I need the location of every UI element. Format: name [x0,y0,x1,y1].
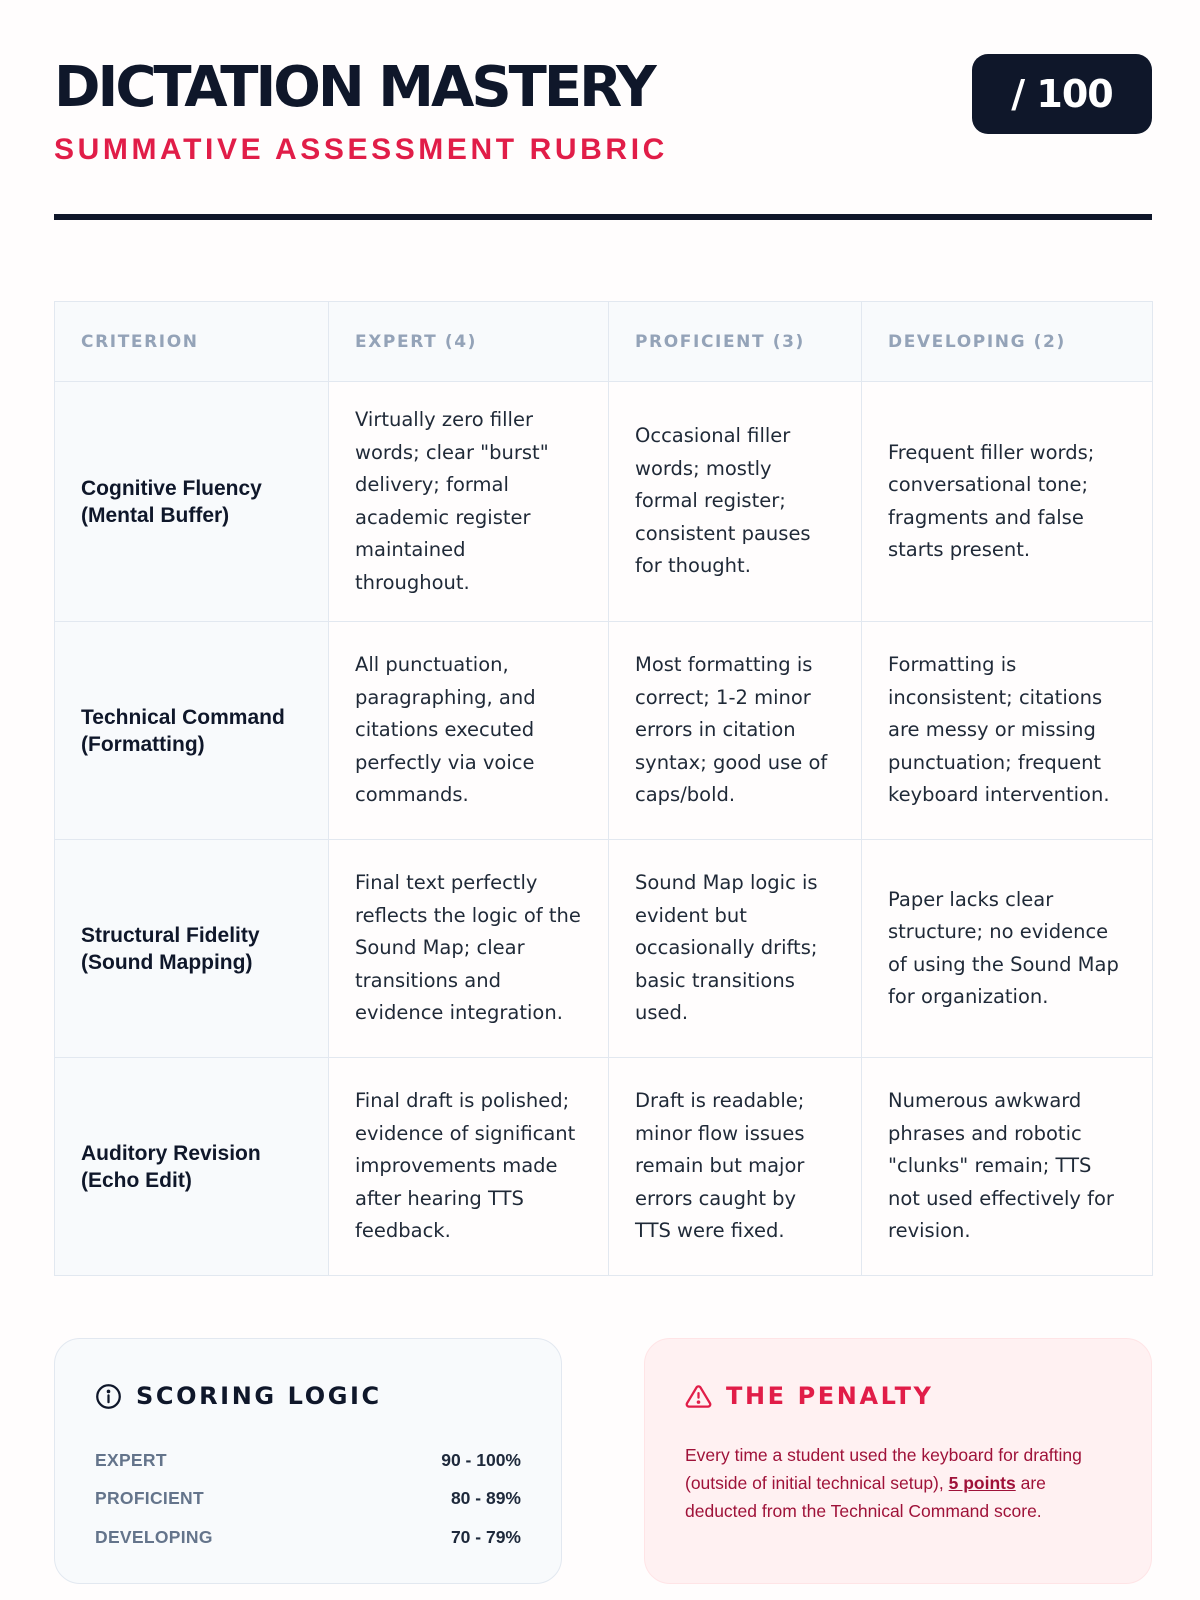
column-header-criterion: CRITERION [55,302,329,382]
page-title: DICTATION MASTERY [54,55,654,120]
page-subtitle: SUMMATIVE ASSESSMENT RUBRIC [54,133,668,166]
expert-descriptor: All punctuation, paragraphing, and citations executed perfectly via voice commands. [329,622,609,840]
column-header-developing: DEVELOPING (2) [862,302,1153,382]
list-item [95,1518,521,1557]
expert-descriptor: Final draft is polished; evidence of significant improvements made after hearing TTS feedback. [329,1058,609,1276]
developing-descriptor: Formatting is inconsistent; citations are messy or missing punctuation; frequent keyboard intervention. [862,622,1153,840]
criterion-cell [55,1058,329,1276]
rubric-header-row [55,302,1153,382]
warning-triangle-icon [685,1383,712,1410]
penalty-points: 5 points [948,1473,1016,1493]
developing-descriptor: Numerous awkward phrases and robotic "clunks" remain; TTS not used effectively for revision. [862,1058,1153,1276]
criterion-name: Technical Command [81,705,285,729]
expert-descriptor: Final text perfectly reflects the logic of the Sound Map; clear transitions and evidence integration. [329,840,609,1058]
criterion-name: Structural Fidelity [81,923,260,947]
page-header [54,56,1152,166]
developing-descriptor: Paper lacks clear structure; no evidence of using the Sound Map for organization. [862,840,1153,1058]
penalty-text-before: Every time a student used the keyboard for drafting (outside of initial technical setup), [685,1445,1082,1493]
criterion-cell [55,840,329,1058]
scoring-logic-card [54,1338,562,1584]
list-item [95,1441,521,1480]
info-circle-icon [95,1383,122,1410]
penalty-header [685,1379,934,1413]
grade-level-label: EXPERT [95,1449,167,1470]
list-item [95,1480,521,1519]
proficient-descriptor: Most formatting is correct; 1-2 minor errors in citation syntax; good use of caps/bold. [609,622,862,840]
table-row [55,840,1153,1058]
penalty-description [685,1441,1121,1525]
table-row [55,382,1153,622]
criterion-subtitle: (Sound Mapping) [81,950,253,974]
criterion-subtitle: (Formatting) [81,732,205,756]
scoring-logic-header [95,1379,382,1413]
criterion-subtitle: (Echo Edit) [81,1168,192,1192]
grade-level-label: DEVELOPING [95,1526,213,1547]
grade-scale [95,1441,521,1557]
score-total-badge: / 100 [972,54,1152,134]
grade-range: 90 - 100% [441,1449,521,1470]
developing-descriptor: Frequent filler words; conversational tone; fragments and false starts present. [862,382,1153,622]
penalty-text-after: are deducted from the Technical Command score. [685,1473,1046,1521]
table-row [55,1058,1153,1276]
criterion-name: Cognitive Fluency [81,476,262,500]
rubric-table [54,301,1153,1276]
grade-range: 70 - 79% [450,1526,521,1547]
column-header-expert: EXPERT (4) [329,302,609,382]
criterion-subtitle: (Mental Buffer) [81,503,230,527]
penalty-card [644,1338,1152,1584]
criterion-name: Auditory Revision [81,1141,261,1165]
penalty-title: THE PENALTY [726,1382,934,1410]
grade-level-label: PROFICIENT [95,1488,204,1509]
table-row [55,622,1153,840]
header-divider [54,214,1152,220]
proficient-descriptor: Occasional filler words; mostly formal register; consistent pauses for thought. [609,382,862,622]
proficient-descriptor: Draft is readable; minor flow issues remain but major errors caught by TTS were fixed. [609,1058,862,1276]
expert-descriptor: Virtually zero filler words; clear "burst" delivery; formal academic register maintained throughout. [329,382,609,622]
proficient-descriptor: Sound Map logic is evident but occasionally drifts; basic transitions used. [609,840,862,1058]
criterion-cell [55,622,329,840]
grade-range: 80 - 89% [450,1488,521,1509]
column-header-proficient: PROFICIENT (3) [609,302,862,382]
criterion-cell [55,382,329,622]
scoring-logic-title: SCORING LOGIC [136,1382,382,1410]
